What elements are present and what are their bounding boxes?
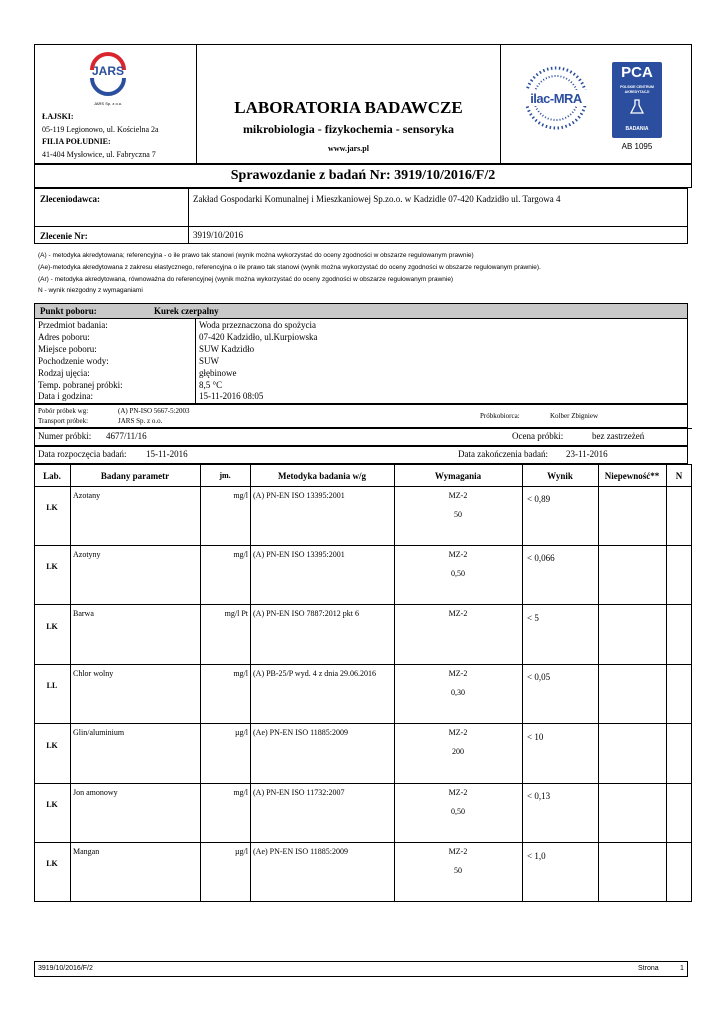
- pobor-value: (A) PN-ISO 5667-5:2003: [118, 407, 190, 415]
- sampling-point-bar: [34, 303, 688, 319]
- row-lab: LK: [46, 503, 58, 512]
- row-req-code: MZ-2: [448, 609, 468, 618]
- row-req-value: 200: [452, 747, 464, 756]
- col-header-uncertainty: Niepewność**: [604, 471, 660, 481]
- detail-value-4: SUW: [199, 356, 219, 366]
- detail-value-1: Woda przeznaczona do spożycia: [199, 320, 316, 330]
- accreditation-number: AB 1095: [621, 142, 653, 151]
- detail-value-7: 15-11-2016 08:05: [199, 391, 264, 401]
- row-method: (A) PN-EN ISO 7887:2012 pkt 6: [253, 609, 359, 618]
- row-req-value: 50: [454, 866, 462, 875]
- detail-value-2: 07-420 Kadzidło, ul.Kurpiowska: [199, 332, 318, 342]
- row-param: Azotany: [73, 491, 101, 500]
- col-header-result: Wynik: [547, 471, 573, 481]
- end-date-label: Data zakończenia badań:: [458, 449, 548, 459]
- row-param: Azotyny: [73, 550, 101, 559]
- row-result: < 0,066: [527, 553, 555, 563]
- col-header-method: Metodyka badania w/g: [277, 471, 366, 481]
- detail-label-1: Przedmiot badania:: [38, 320, 108, 330]
- rating-label: Ocena próbki:: [512, 431, 564, 441]
- row-req-value: 50: [454, 510, 462, 519]
- end-date-value: 23-11-2016: [566, 449, 608, 459]
- start-date-label: Data rozpoczęcia badań:: [38, 449, 127, 459]
- row-req-value: 0,50: [451, 807, 465, 816]
- transport-label: Transport próbek:: [38, 417, 89, 425]
- row-lab: LK: [46, 859, 58, 868]
- report-title: Sprawozdanie z badań Nr: 3919/10/2016/F/2: [230, 168, 496, 183]
- detail-value-5: głębinowe: [199, 368, 237, 378]
- logo-text: JARS: [91, 64, 124, 78]
- row-method: (A) PN-EN ISO 11732:2007: [253, 788, 345, 797]
- row-req-code: MZ-2: [448, 491, 468, 500]
- row-unit: mg/l: [233, 550, 248, 559]
- ilac-text: ilac-MRA: [530, 91, 582, 106]
- row-param: Glin/aluminium: [73, 728, 125, 737]
- row-req-code: MZ-2: [448, 847, 468, 856]
- detail-value-3: SUW Kadzidło: [199, 344, 255, 354]
- results-table: [34, 464, 692, 902]
- row-unit: mg/l: [233, 669, 248, 678]
- sample-number-label: Numer próbki:: [38, 431, 92, 441]
- row-lab: LK: [46, 741, 58, 750]
- detail-label-7: Data i godzina:: [38, 391, 93, 401]
- rating-value: bez zastrzeżeń: [592, 431, 645, 441]
- detail-label-4: Pochodzenie wody:: [38, 356, 109, 366]
- sample-number-value: 4677/11/16: [106, 431, 147, 441]
- col-header-lab: Lab.: [43, 471, 61, 481]
- pobor-label: Pobór próbek wg:: [38, 407, 89, 415]
- row-method: (Ae) PN-EN ISO 11885:2009: [253, 728, 349, 737]
- lab-website: www.jars.pl: [328, 144, 369, 153]
- client-value: Zakład Gospodarki Komunalnej i Mieszkaniowej Sp.zo.o. w Kadzidle 07-420 Kadzidło ul. Targowa 4: [193, 194, 561, 204]
- pca-subtext-1: POLSKIE CENTRUM: [620, 85, 654, 89]
- row-unit: mg/l Pt: [224, 609, 248, 618]
- row-method: (Ae) PN-EN ISO 11885:2009: [253, 847, 349, 856]
- row-lab: LK: [46, 622, 58, 631]
- sample-details-box: [34, 318, 688, 404]
- pca-badania: BADANIA: [625, 126, 649, 132]
- row-param: Mangan: [73, 847, 100, 856]
- footer-report-number: 3919/10/2016/F/2: [38, 965, 93, 972]
- logo-subtext: JARS Sp. z o.o.: [93, 101, 123, 106]
- col-header-requirements: Wymagania: [434, 471, 482, 481]
- detail-label-6: Temp. pobranej próbki:: [38, 380, 123, 390]
- row-result: < 5: [527, 613, 539, 623]
- legend-line-4: N - wynik niezgodny z wymaganiami: [38, 287, 143, 294]
- row-lab: LK: [46, 562, 58, 571]
- client-label: Zleceniodawca:: [40, 194, 100, 204]
- sampling-point-value: Kurek czerpalny: [154, 306, 219, 316]
- row-result: < 0,89: [527, 494, 551, 504]
- transport-value: JARS Sp. z o.o.: [118, 417, 163, 425]
- row-result: < 0,05: [527, 672, 551, 682]
- filia-address: 41-404 Mysłowice, ul. Fabryczna 7: [42, 150, 156, 159]
- row-result: < 1,0: [527, 851, 546, 861]
- footer-box: [34, 961, 688, 977]
- col-header-n: N: [675, 471, 683, 481]
- order-value: 3919/10/2016: [193, 230, 244, 240]
- detail-value-6: 8,5 °C: [199, 380, 223, 390]
- sampler-label: Próbkobiorca:: [480, 412, 520, 420]
- lajski-address: 05-119 Legionowo, ul. Kościelna 2a: [42, 125, 159, 134]
- sampler-value: Kolber Zbigniew: [550, 412, 599, 420]
- order-label: Zlecenie Nr:: [40, 231, 88, 241]
- pca-subtext-2: AKREDYTACJI: [624, 90, 650, 94]
- row-lab: LK: [46, 800, 58, 809]
- pca-text: PCA: [621, 64, 653, 81]
- row-method: (A) PN-EN ISO 13395:2001: [253, 491, 345, 500]
- row-param: Chlor wolny: [73, 669, 114, 678]
- row-unit: mg/l: [233, 788, 248, 797]
- row-method: (A) PN-EN ISO 13395:2001: [253, 550, 345, 559]
- row-unit: µg/l: [234, 847, 248, 856]
- row-req-code: MZ-2: [448, 669, 468, 678]
- detail-label-5: Rodzaj ujęcia:: [38, 368, 90, 378]
- col-header-param: Badany parametr: [100, 471, 170, 481]
- legend-line-1: (A) - metodyka akredytowana; referencyjna - o ile prawo tak stanowi (wynik można wykorzystać do oceny zgodności w obszarze regulowanym prawnie): [38, 252, 474, 259]
- row-req-value: 0,30: [451, 688, 465, 697]
- legend-line-3: (Ar) - metodyka akredytowana, równoważna do referencyjnej (wynik można wykorzystać do oceny zgodności w obszarze regulowanym prawnie): [38, 276, 454, 283]
- row-req-code: MZ-2: [448, 550, 468, 559]
- row-unit: mg/l: [233, 491, 248, 500]
- pca-flask-icon: [628, 98, 646, 116]
- row-unit: µg/l: [234, 728, 248, 737]
- legend-line-2: (Ae)-metodyka akredytowana z zakresu elastycznego, referencyjna o ile prawo tak stanowi (wynik można wykorzystać do oceny zgodności w obszarze regulowanym prawnie).: [38, 264, 541, 271]
- filia-label: FILIA POŁUDNIE:: [42, 137, 111, 146]
- row-result: < 0,13: [527, 791, 551, 801]
- row-req-code: MZ-2: [448, 788, 468, 797]
- row-param: Jon amonowy: [73, 788, 118, 797]
- row-result: < 10: [527, 732, 544, 742]
- row-lab: LL: [46, 681, 58, 690]
- lajski-label: ŁAJSKI:: [42, 112, 74, 121]
- start-date-value: 15-11-2016: [146, 449, 188, 459]
- sampling-point-label: Punkt poboru:: [40, 306, 97, 316]
- row-req-value: 0,50: [451, 569, 465, 578]
- row-param: Barwa: [73, 609, 94, 618]
- lab-subtitle: mikrobiologia - fizykochemia - sensoryka: [242, 122, 455, 136]
- row-req-code: MZ-2: [448, 728, 468, 737]
- detail-label-3: Miejsce poboru:: [38, 344, 97, 354]
- footer-page-label: Strona: [638, 965, 659, 972]
- footer-page-number: 1: [680, 965, 684, 972]
- lab-title: LABORATORIA BADAWCZE: [234, 98, 463, 117]
- col-header-unit: jm.: [219, 471, 231, 480]
- row-method: (A) PB-25/P wyd. 4 z dnia 29.06.2016: [253, 669, 377, 678]
- detail-label-2: Adres poboru:: [38, 332, 90, 342]
